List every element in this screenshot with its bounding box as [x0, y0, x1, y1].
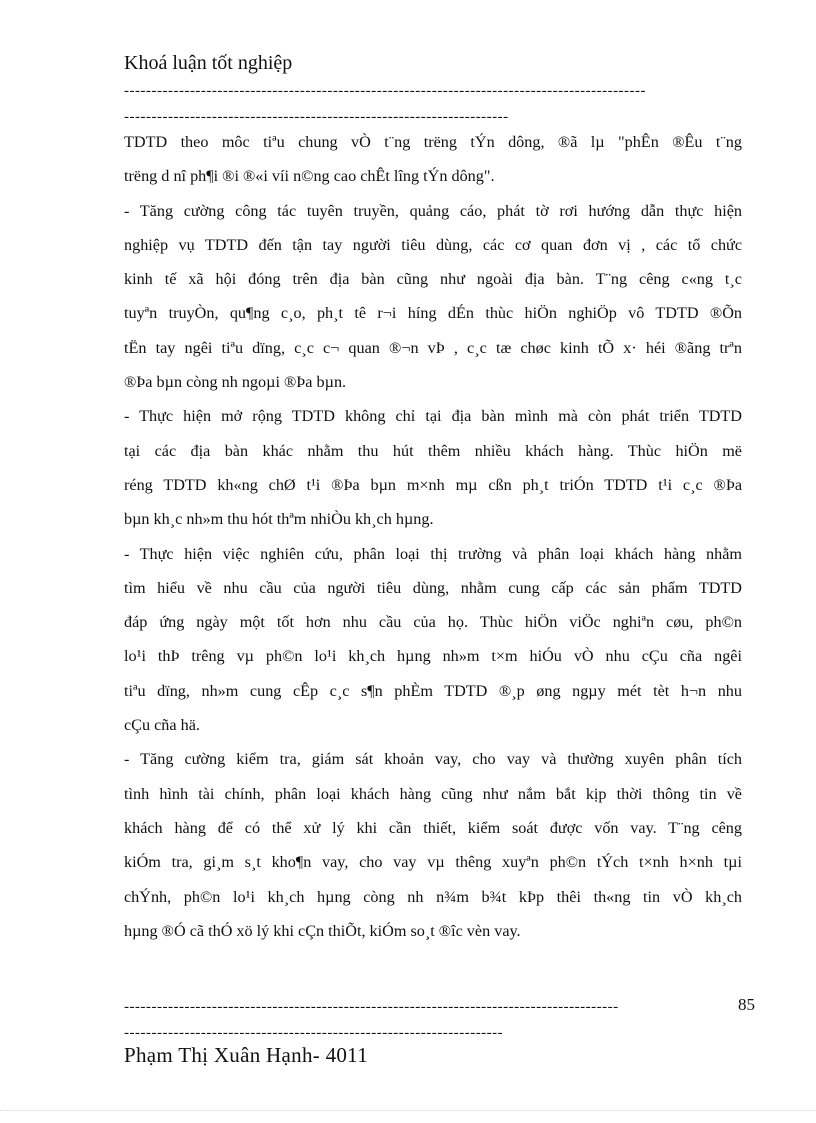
body-line: tuyªn truyÒn, qu¶ng c¸o, ph¸t tê r¬i híng dÉn thùc hiÖn nghiÖp vô TDTD ®Õn: [124, 304, 742, 323]
body-line: hµng ®Ó cã thÓ xö lý khi cÇn thiÕt, kiÓm so¸t ®îc vèn vay.: [124, 921, 521, 940]
body-line: - Tăng cường kiểm tra, giám sát khoản vay, cho vay và thường xuyên phân tích: [124, 750, 742, 769]
body-line: kiÓm tra, gi¸m s¸t kho¶n vay, cho vay vµ thêng xuyªn ph©n tÝch t×nh h×nh tµi: [124, 853, 742, 872]
body-line: réng TDTD kh«ng chØ t¹i ®Þa bµn m×nh mµ cßn ph¸t triÓn TDTD t¹i c¸c ®Þa: [124, 475, 742, 494]
body-line: khách hàng để có thể xử lý khi cần thiết, kiểm soát được vốn vay. T¨ng cêng: [124, 818, 742, 837]
body-line: đáp ứng ngày một tốt hơn nhu cầu của họ. Thùc hiÖn viÖc nghiªn cøu, ph©n: [124, 613, 742, 632]
body-line: lo¹i thÞ trêng vµ ph©n lo¹i kh¸ch hµng nh»m t×m hiÓu vÒ nhu cÇu cña ngêi: [124, 647, 742, 666]
header-rule-2: ----------------------------------------------------------------------: [124, 110, 509, 125]
body-line: TDTD theo môc tiªu chung vÒ t¨ng trëng tÝn dông, ®ã lµ "phÊn ®Êu t¨ng: [124, 133, 742, 151]
body-line: kinh tế xã hội đóng trên địa bàn cũng như ngoài địa bàn. T¨ng cêng c«ng t¸c: [124, 270, 742, 289]
body-line: ®Þa bµn còng nh ngoµi ®Þa bµn.: [124, 373, 347, 392]
body-line: tiªu dïng, nh»m cung cÊp c¸c s¶n phÈm TDTD ®¸p øng ngµy mét tèt h¬n nhu: [124, 681, 742, 700]
body-line: tËn tay ngêi tiªu dïng, c¸c c¬ quan ®¬n vÞ , c¸c tæ chøc kinh tÕ x· héi ®ãng trªn: [124, 338, 742, 357]
header-rule-1: -----------------------------------------------------------------------------------------------: [124, 84, 647, 99]
footer-rule-1: ------------------------------------------------------------------------------------------: [124, 1000, 619, 1015]
footer-author: Phạm Thị Xuân Hạnh- 4011: [124, 1043, 369, 1067]
body-line: tại các địa bàn khác nhằm thu hút thêm nhiều khách hàng. Thùc hiÖn më: [124, 441, 742, 460]
body-line: chÝnh, ph©n lo¹i kh¸ch hµng còng nh n¾m b¾t kÞp thêi th«ng tin vÒ kh¸ch: [124, 887, 742, 906]
body-line: trëng d nî ph¶i ®i ®«i víi n©ng cao chÊt lîng tÝn dông".: [124, 167, 495, 186]
body-line: - Thực hiện mở rộng TDTD không chỉ tại địa bàn mình mà còn phát triển TDTD: [124, 407, 742, 426]
page-number: 85: [738, 995, 755, 1014]
body-line: bµn kh¸c nh»m thu hót thªm nhiÒu kh¸ch hµng.: [124, 510, 434, 529]
body-line: - Tăng cường công tác tuyên truyền, quảng cáo, phát tờ rơi hướng dẫn thực hiện: [124, 201, 742, 220]
body-line: nghiệp vụ TDTD đến tận tay người tiêu dùng, các cơ quan đơn vị , các tổ chức: [124, 235, 742, 254]
body-line: - Thực hiện việc nghiên cứu, phân loại thị trường và phân loại khách hàng nhằm: [124, 544, 742, 563]
page-bottom-divider: [0, 1110, 816, 1111]
body-text: [124, 128, 742, 951]
footer-rule-2: ---------------------------------------------------------------------: [124, 1026, 504, 1041]
body-line: cÇu cña hä.: [124, 716, 200, 735]
header-title: Khoá luận tốt nghiệp: [124, 52, 293, 74]
body-line: tìm hiểu về nhu cầu của người tiêu dùng, nhằm cung cấp các sản phẩm TDTD: [124, 578, 742, 597]
body-line: tình hình tài chính, phân loại khách hàng cũng như nắm bắt kịp thời thông tin về: [124, 784, 742, 803]
